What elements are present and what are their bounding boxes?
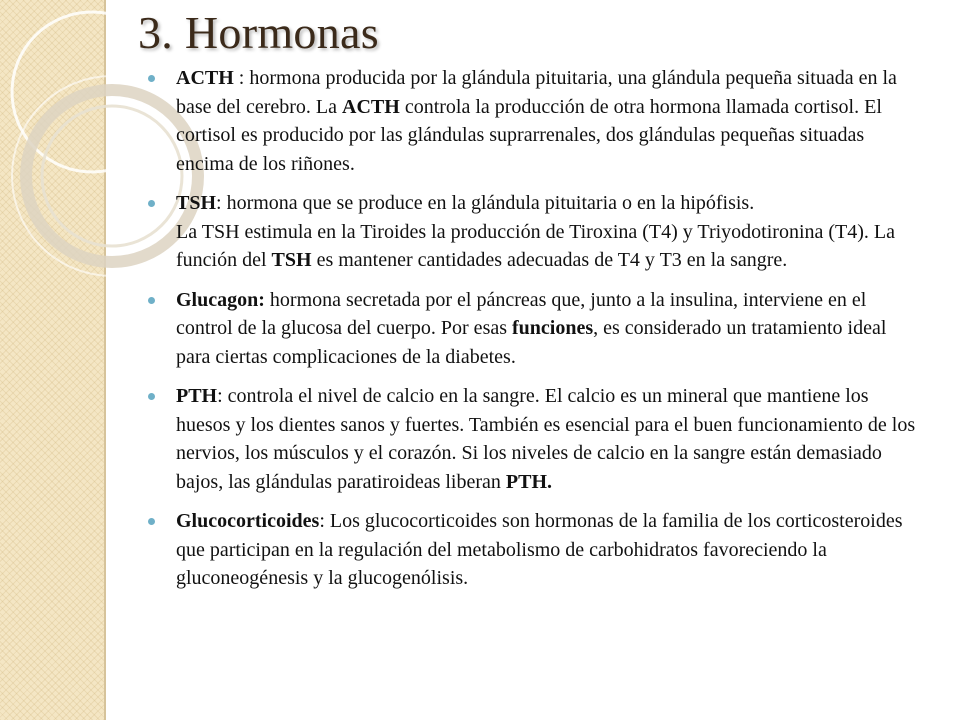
bullet-bold-text: TSH — [176, 192, 217, 214]
bullet-item-tsh — [148, 189, 923, 275]
bullet-bold-text: Glucocorticoides — [176, 510, 320, 532]
bullet-bold-text: funciones — [512, 317, 594, 339]
bullet-dot-icon — [148, 518, 155, 525]
bullet-dot-icon — [148, 393, 155, 400]
bullet-bold-text: TSH — [271, 249, 312, 271]
bullet-text-run: , es considerado un tratamiento ideal para ciertas complicaciones de la diabetes. — [176, 317, 887, 368]
bullet-bold-text: ACTH — [342, 95, 400, 118]
bullet-text-run: controla la producción de otra hormona llamada cortisol. El cortisol es producido por las glándulas suprarrenales, dos glándulas pequeñas situadas encima de los riñones. — [176, 95, 882, 175]
bullet-dot-icon — [148, 297, 155, 304]
slide-title: 3. Hormonas — [138, 7, 379, 58]
bullet-text-run: es mantener cantidades adecuadas de T4 y T3 en la sangre. — [311, 249, 788, 271]
bullet-item-pth — [148, 382, 923, 496]
bullet-bold-text: ACTH — [176, 67, 234, 89]
bullet-bold-text: PTH. — [505, 470, 553, 493]
bullet-bold-text: Glucagon: — [176, 288, 265, 311]
bullet-text-run: La TSH estimula en la Tiroides la producción de Tiroxina (T4) y Triyodotironina (T4). La función del — [176, 220, 896, 271]
bullet-text-run: hormona secretada por el páncreas que, junto a la insulina, interviene en el control de la glucosa del cuerpo. Por esas — [176, 288, 867, 339]
bullet-dot-icon — [148, 200, 155, 207]
bullet-bold-text: PTH — [176, 385, 218, 407]
bullet-list — [148, 64, 923, 604]
bullet-text — [176, 286, 923, 372]
bullet-item-acth — [148, 64, 923, 178]
bullet-dot-icon — [148, 75, 155, 82]
bullet-text-run: : hormona producida por la glándula pituitaria, una glándula pequeña situada en la base del cerebro. La — [176, 67, 897, 118]
bullet-item-glucagon — [148, 286, 923, 372]
bullet-text — [176, 507, 923, 593]
bullet-text-run: : Los glucocorticoides son hormonas de la familia de los corticosteroides que participan en la regulación del metabolismo de carbohidratos favoreciendo la gluconeogénesis y la glucogenólisis. — [176, 510, 903, 589]
bullet-text-run: : controla el nivel de calcio en la sangre. El calcio es un mineral que mantiene los huesos y los dientes sanos y fuertes. También es esencial para el buen funcionamiento de los nervios, los músculos y el corazón. Si los niveles de calcio en la sangre están demasiado bajos, las glándulas paratiroideas liberan — [176, 385, 916, 493]
bullet-text — [176, 382, 923, 496]
bullet-text-run: : hormona que se produce en la glándula pituitaria o en la hipófisis. — [216, 192, 755, 214]
bullet-item-glucocorticoides — [148, 507, 923, 593]
bullet-text — [176, 64, 923, 178]
bullet-text — [176, 189, 923, 275]
